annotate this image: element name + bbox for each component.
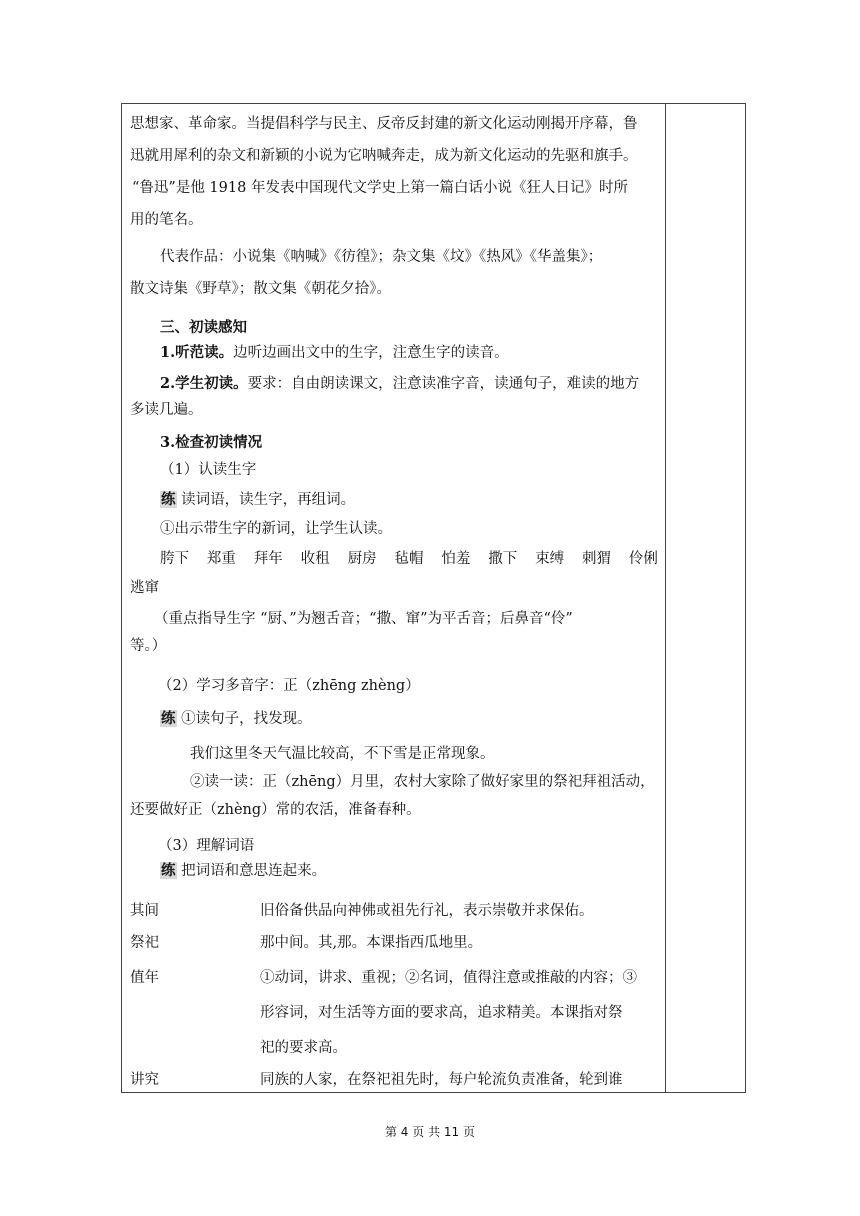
word-item: 厨房 bbox=[347, 551, 377, 567]
word-item: 胯下 bbox=[160, 551, 189, 567]
practice-text: 读词语，读生字，再组词。 bbox=[181, 492, 356, 508]
practice-2 bbox=[160, 709, 312, 729]
word-item: 怕羞 bbox=[441, 551, 471, 567]
text-line: 迅就用犀利的杂文和新颖的小说为它呐喊奔走，成为新文化运动的先驱和旗手。 bbox=[130, 148, 638, 164]
term-item: 祭祀 bbox=[130, 935, 159, 951]
page-footer bbox=[0, 1123, 860, 1140]
read-line: ②读一读：正（zhēng）月里，农村大家除了做好家里的祭祀拜祖活动， bbox=[190, 774, 655, 790]
definition-item: ①动词，讲求、重视；②名词，值得注意或推敲的内容；③ bbox=[260, 970, 637, 986]
footer-suffix: 页 bbox=[463, 1125, 476, 1139]
section-title: 三、初读感知 bbox=[160, 319, 247, 336]
practice-badge: 练 bbox=[161, 491, 176, 508]
column-divider bbox=[665, 104, 666, 1092]
practice-3 bbox=[160, 861, 326, 881]
footer-prefix: 第 bbox=[384, 1125, 397, 1139]
sub-2-title: （2）学习多音字：正（zhēng zhèng） bbox=[158, 678, 420, 694]
step-2-cont: 多读几遍。 bbox=[130, 402, 203, 418]
word-item: 撒下 bbox=[488, 551, 518, 567]
note-line: 等。） bbox=[130, 638, 167, 654]
show-words: ①出示带生字的新词，让学生认读。 bbox=[160, 521, 392, 537]
definition-item: 旧俗备供品向神佛或祖先行礼，表示崇敬并求保佑。 bbox=[260, 903, 594, 919]
definition-item: 同族的人家，在祭祀祖先时，每户轮流负责准备，轮到谁 bbox=[260, 1072, 623, 1088]
text-line: “鲁迅”是他 1918 年发表中国现代文学史上第一篇白话小说《狂人日记》时所 bbox=[132, 180, 628, 196]
footer-mid: 页 共 bbox=[412, 1125, 441, 1139]
definition-item: 那中间。其,那。本课指西瓜地里。 bbox=[260, 935, 483, 951]
text-line: 用的笔名。 bbox=[130, 212, 203, 228]
practice-badge: 练 bbox=[161, 710, 176, 727]
example-sentence: 我们这里冬天气温比较高，不下雪是正常现象。 bbox=[190, 746, 495, 762]
word-item: 伶俐 bbox=[628, 551, 658, 567]
word-item: 收租 bbox=[300, 551, 330, 567]
word-list bbox=[160, 549, 658, 569]
note-line: （重点指导生字 “厨、”为翘舌音；“撒、窜”为平舌音；后鼻音“伶” bbox=[154, 611, 573, 627]
sub-3-title: （3）理解词语 bbox=[158, 838, 255, 854]
step-2-label: 2.学生初读。 bbox=[160, 375, 248, 392]
page-total: 11 bbox=[443, 1125, 460, 1139]
definition-item: 祀的要求高。 bbox=[260, 1040, 347, 1056]
term-item: 值年 bbox=[130, 970, 159, 986]
works-line: 散文诗集《野草》；散文集《朝花夕拾》。 bbox=[130, 281, 391, 297]
step-1 bbox=[160, 343, 509, 363]
step-1-label: 1.听范读。 bbox=[160, 344, 234, 361]
word-item: 毡帽 bbox=[394, 551, 424, 567]
word-item: 逃窜 bbox=[130, 580, 159, 596]
read-line: 还要做好正（zhèng）常的农活，准备春种。 bbox=[130, 802, 421, 818]
practice-1 bbox=[160, 490, 355, 510]
sub-1-title: （1）认读生字 bbox=[160, 462, 257, 478]
term-item: 讲究 bbox=[130, 1072, 159, 1088]
word-item: 郑重 bbox=[206, 551, 236, 567]
term-item: 其间 bbox=[130, 903, 159, 919]
practice-text: ①读句子，找发现。 bbox=[181, 711, 312, 727]
practice-badge: 练 bbox=[161, 862, 176, 879]
practice-text: 把词语和意思连起来。 bbox=[181, 863, 327, 879]
text-line: 思想家、革命家。当提倡科学与民主、反帝反封建的新文化运动刚揭开序幕，鲁 bbox=[130, 116, 638, 132]
step-1-text: 边听边画出文中的生字，注意生字的读音。 bbox=[233, 345, 509, 361]
word-item: 拜年 bbox=[253, 551, 283, 567]
step-2-text: 要求：自由朗读课文，注意读准字音，读通句子，难读的地方 bbox=[247, 376, 640, 392]
lesson-table bbox=[121, 103, 746, 1093]
step-2 bbox=[160, 374, 639, 394]
word-item: 刺猬 bbox=[582, 551, 612, 567]
works-line: 代表作品：小说集《呐喊》《彷徨》；杂文集《坟》《热风》《华盖集》； bbox=[160, 249, 603, 265]
step-3-title: 3.检查初读情况 bbox=[160, 434, 263, 451]
word-item: 束缚 bbox=[535, 551, 565, 567]
page-number: 4 bbox=[400, 1125, 409, 1139]
definition-item: 形容词，对生活等方面的要求高，追求精美。本课指对祭 bbox=[260, 1005, 623, 1021]
